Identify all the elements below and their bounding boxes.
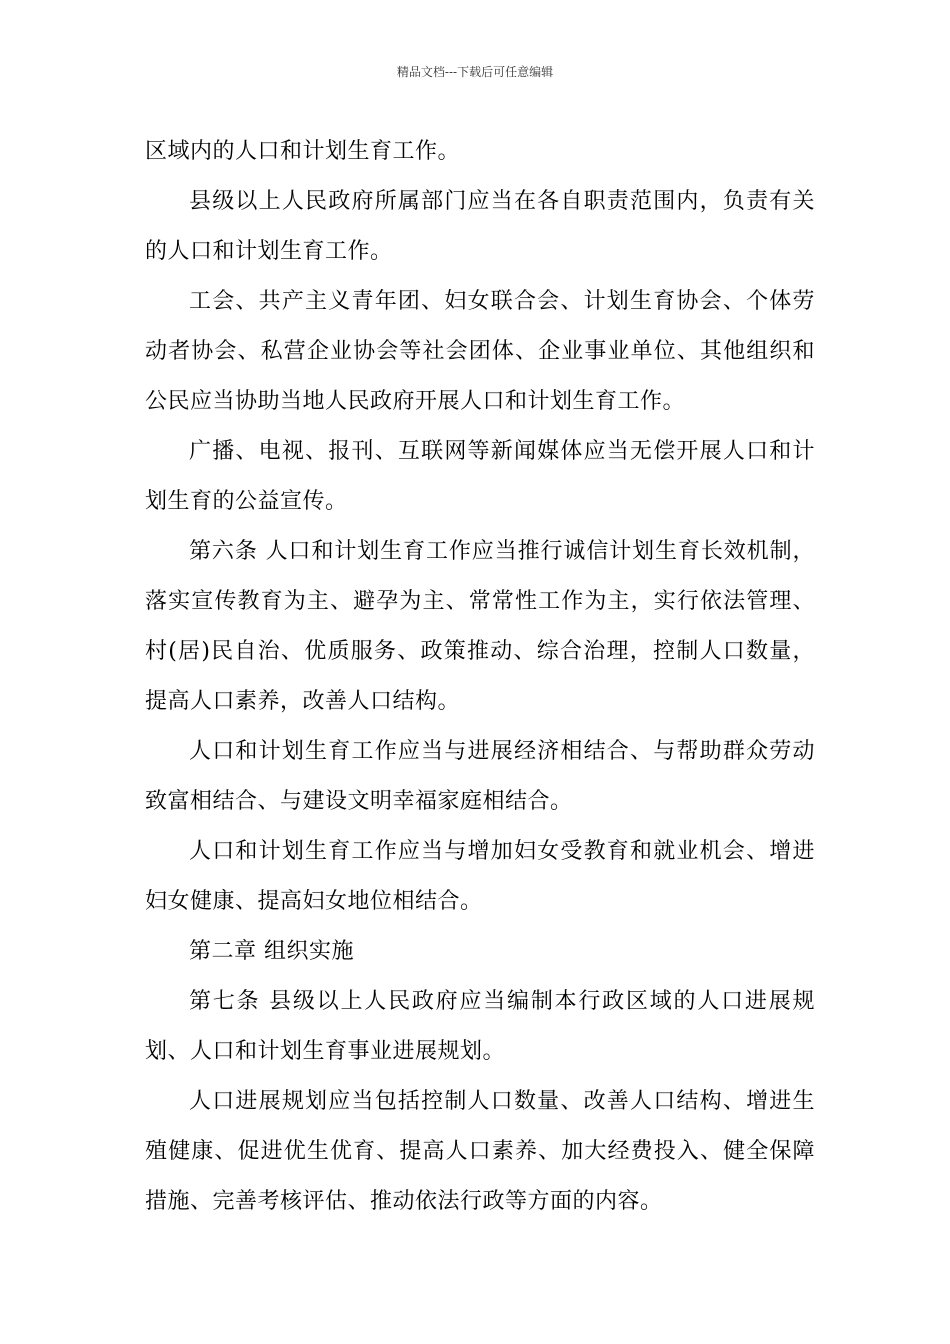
paragraph: 工会、共产主义青年团、妇女联合会、计划生育协会、个体劳动者协会、私营企业协会等社会团体、企业事业单位、其他组织和公民应当协助当地人民政府开展人口和计划生育工作。 (145, 289, 815, 414)
paragraph: 人口和计划生育工作应当与进展经济相结合、与帮助群众劳动致富相结合、与建设文明幸福家庭相结合。 (145, 739, 815, 814)
paragraph: 人口和计划生育工作应当与增加妇女受教育和就业机会、增进妇女健康、提高妇女地位相结合。 (145, 839, 815, 914)
paragraph-article-6: 第六条 人口和计划生育工作应当推行诚信计划生育长效机制，落实宣传教育为主、避孕为主、常常性工作为主，实行依法管理、村(居)民自治、优质服务、政策推动、综合治理，控制人口数量，提高人口素养，改善人口结构。 (145, 539, 815, 714)
paragraph: 县级以上人民政府所属部门应当在各自职责范围内，负责有关的人口和计划生育工作。 (145, 189, 815, 264)
paragraph: 区域内的人口和计划生育工作。 (145, 139, 461, 164)
paragraph-article-7: 第七条 县级以上人民政府应当编制本行政区域的人口进展规划、人口和计划生育事业进展规划。 (145, 989, 815, 1064)
document-body (145, 127, 815, 1227)
paragraph: 广播、电视、报刊、互联网等新闻媒体应当无偿开展人口和计划生育的公益宣传。 (145, 439, 815, 514)
paragraph: 人口进展规划应当包括控制人口数量、改善人口结构、增进生殖健康、促进优生优育、提高人口素养、加大经费投入、健全保障措施、完善考核评估、推动依法行政等方面的内容。 (145, 1089, 815, 1214)
page-header: 精品文档---下载后可任意编辑 (396, 65, 554, 79)
chapter-heading: 第二章 组织实施 (189, 939, 354, 964)
